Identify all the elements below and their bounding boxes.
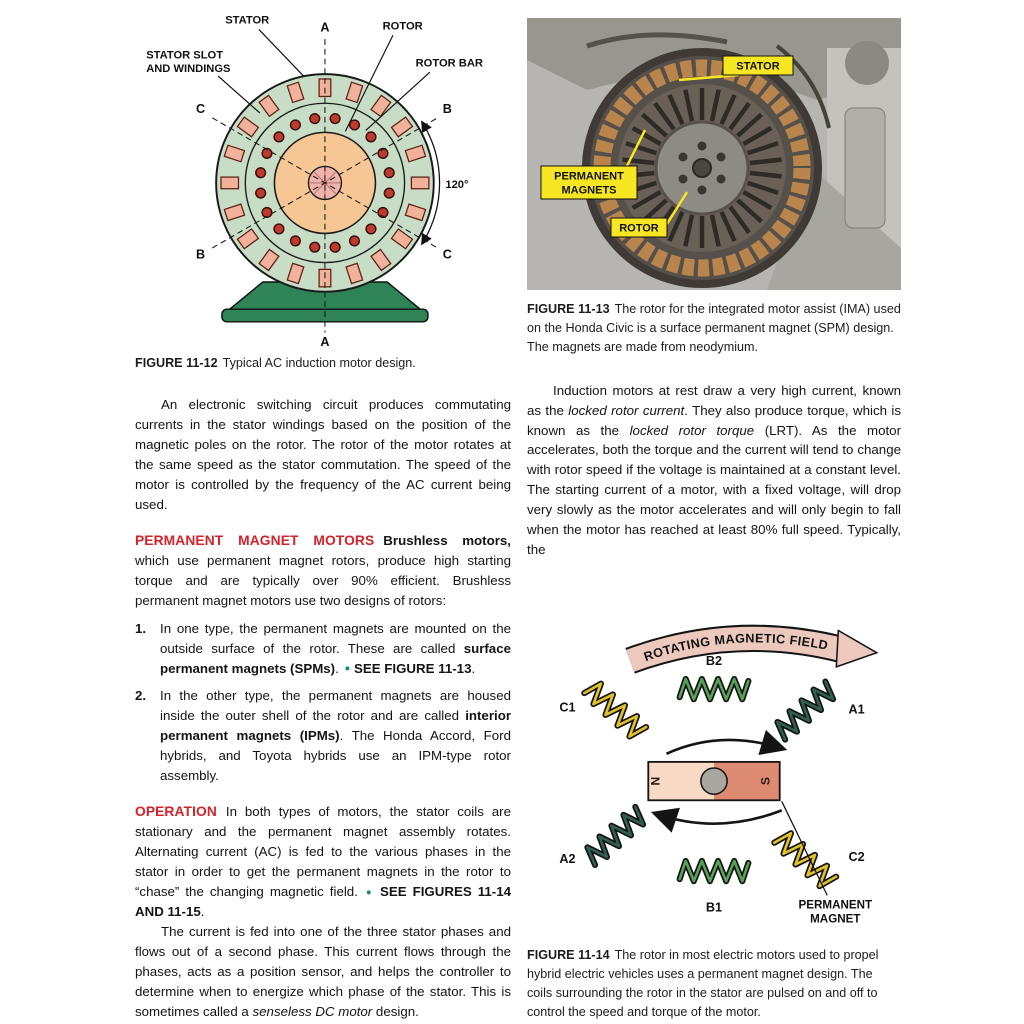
rotation-arrow-top <box>666 740 779 754</box>
italic-locked-rotor-torque: locked rotor torque <box>629 422 755 438</box>
item2-bold-ipm: interior permanent magnets (IPMs) <box>160 707 511 743</box>
paragraph-locked-rotor <box>527 381 901 560</box>
permanent-magnet <box>648 762 779 800</box>
paragraph-current-phases <box>135 922 511 1022</box>
figure-11-14-caption-label: FIGURE 11-14 <box>527 948 610 963</box>
coil-b1 <box>680 861 749 881</box>
rotor-shaft <box>701 768 727 794</box>
see-figure-11-13-ref: SEE FIGURE 11-13 <box>350 660 472 676</box>
magnet-south-label: S <box>758 777 773 786</box>
see-figures-11-14-15-ref: SEE FIGURES 11-14 AND 11-15 <box>135 884 511 919</box>
right-para-text3: (LRT). As the motor accelerates, both the torque and the current will tend to change with rotor speed if the voltage is maintained at a constant level. The starting current of a motor, with a fixed voltage, will drop very slowly as the motor accelerates and will only begin to fall when the motor has reached at least 80% full speed. Typically, the <box>527 422 901 558</box>
rotating-field-banner <box>630 631 877 667</box>
coil-label-b1: B1 <box>705 900 723 915</box>
paragraph-switching-circuit: An electronic switching circuit produces commutating currents in the stator windings based on the position of the magnetic poles on the rotor. The rotor of the motor rotates at the same speed as the stator commutation. The speed of the motor is controlled by the frequency of the AC current being used. <box>135 396 511 512</box>
rotation-arrow-bottom <box>658 811 781 824</box>
item2-text2: . The Honda Accord, Ford hybrids, and Toyota hybrids use an IPM-type rotor assembly. <box>160 727 511 783</box>
svg-text:ROTOR: ROTOR <box>619 222 659 235</box>
rotating-field-banner-text: ROTATING MAGNETIC FIELD <box>642 631 830 665</box>
axis-a-top: A <box>320 20 330 35</box>
axis-b-bottom: B <box>196 247 206 262</box>
list-item-1 <box>135 619 511 679</box>
coil-b2 <box>680 679 749 699</box>
permanent-magnet-pointer-line1: PERMANENT <box>798 898 873 912</box>
coil-a2 <box>583 806 648 867</box>
item1-bold-spm: surface permanent magnets (SPMs) <box>160 640 511 676</box>
coil-a1 <box>773 680 838 741</box>
figure-11-12-caption <box>135 354 511 373</box>
left-column <box>135 10 511 1022</box>
heading-permanent-magnet-motors: PERMANENT MAGNET MOTORS <box>135 532 375 548</box>
figure-11-14-caption <box>527 946 901 1022</box>
list-item-1-text <box>160 619 511 679</box>
rotor-design-list <box>135 619 511 786</box>
coil-label-a1: A1 <box>848 702 865 717</box>
operation-text: In both types of motors, the stator coils are stationary and the permanent magnet assembly rotates. Alternating current (AC) is fed to the various phases in the stator in order to get the permanent magnets in the rotor to “chase” the changing magnetic field. <box>135 803 511 900</box>
slot-callout-line1: STATOR SLOT <box>146 49 224 62</box>
magnet-north-label: N <box>648 776 663 786</box>
coil-label-c1: C1 <box>559 700 576 715</box>
coil-c1 <box>583 680 648 741</box>
item1-text: In one type, the permanent magnets are mounted on the outside surface of the rotor. These are called <box>160 621 511 656</box>
axis-c-top: C <box>196 101 206 116</box>
axis-c-bottom: C <box>442 247 452 262</box>
list-item-2-text <box>160 686 511 786</box>
engine-mount <box>845 108 885 228</box>
para3-text2: design. <box>372 1003 419 1019</box>
coil-c2 <box>773 829 838 890</box>
section-operation <box>135 802 511 922</box>
angle-label: 120° <box>445 178 469 191</box>
coil-label-b2: B2 <box>705 653 723 668</box>
figure-11-13-caption-text: The rotor for the integrated motor assist (IMA) used on the Honda Civic is a surface permanent magnet (SPM) design. The magnets are made from neodymium. <box>527 302 901 354</box>
slot-callout-line <box>218 76 260 113</box>
right-para-text2: . They also produce torque, which is known as the <box>527 402 901 438</box>
rotor-bar-callout: ROTOR BAR <box>415 57 483 70</box>
list-item-1-number: 1. <box>135 621 147 637</box>
para3-text: The current is fed into one of the three stator phases and flows out of a second phase. This current flows through the phases, acts as a position sensor, and helps the controller to determine when to energize which phase of the stator. This is sometimes called a <box>135 923 511 1019</box>
engine-pulley <box>845 41 889 85</box>
svg-text:STATOR: STATOR <box>736 60 780 73</box>
axis-a-bottom: A <box>320 335 330 350</box>
operation-text2: . <box>200 903 205 919</box>
para3-italic-senseless: senseless DC motor <box>252 1003 373 1019</box>
rotor-callout: ROTOR <box>382 20 423 33</box>
italic-locked-rotor-current: locked rotor current <box>568 402 685 418</box>
figure-11-12-caption-text: Typical AC induction motor design. <box>222 356 416 370</box>
list-item-2-number: 2. <box>135 687 147 703</box>
permanent-magnet-pointer-line2: MAGNET <box>810 912 861 926</box>
see-figure-dot-icon: ● <box>344 663 351 675</box>
svg-text:PERMANENT: PERMANENT <box>554 170 624 183</box>
figure-11-13-caption <box>527 300 901 357</box>
slot-callout-line2: AND WINDINGS <box>146 63 231 76</box>
figure-11-14-caption-text: The rotor in most electric motors used to propel hybrid electric vehicles uses a permanent magnet design. The coils surrounding the rotor in the stator are pulsed on and off to control the speed and torque of the motor. <box>527 948 879 1019</box>
item1-text3: . <box>471 660 476 676</box>
pm-lead-bold: Brushless motors, <box>383 532 511 548</box>
stator-callout: STATOR <box>225 14 270 27</box>
figure-11-12-diagram <box>135 10 511 350</box>
figure-11-13-caption-label: FIGURE 11-13 <box>527 302 610 316</box>
right-para-text: Induction motors at rest draw a very high current, known as the <box>527 382 901 418</box>
coil-label-a2: A2 <box>559 852 576 867</box>
figure-11-14-diagram <box>527 606 901 940</box>
figure-11-13-photo <box>527 18 901 290</box>
svg-text:MAGNETS: MAGNETS <box>561 184 617 197</box>
stator-callout-line <box>259 29 304 76</box>
see-figures-dot-icon: ● <box>365 886 374 898</box>
right-column <box>527 18 901 1022</box>
coil-label-c2: C2 <box>848 850 865 865</box>
axis-b-top: B <box>442 101 452 116</box>
pm-lead-text: which use permanent magnet rotors, produce high starting torque and are typically over 90% efficient. Brushless permanent magnet motors use two designs of rotors: <box>135 553 511 609</box>
figure-11-12-caption-label: FIGURE 11-12 <box>135 356 218 370</box>
item2-text: In the other type, the permanent magnets are housed inside the outer shell of the rotor and are called <box>160 687 511 723</box>
item1-text2: . <box>335 660 343 676</box>
hub-center-bolt <box>693 159 711 177</box>
heading-operation: OPERATION <box>135 803 217 819</box>
section-permanent-magnet-motors <box>135 531 511 612</box>
list-item-2 <box>135 686 511 786</box>
